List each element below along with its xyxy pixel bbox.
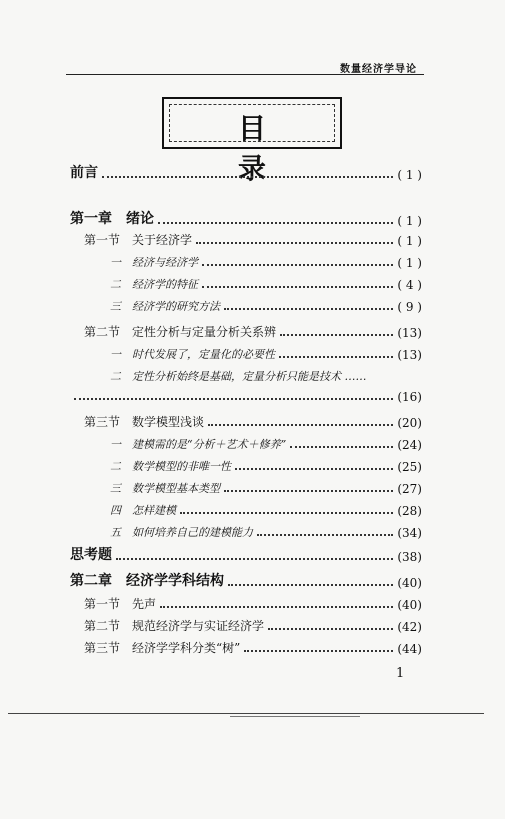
dot-leader	[116, 558, 393, 560]
header-rule	[66, 74, 424, 75]
dot-leader	[74, 398, 393, 400]
dot-leader	[244, 650, 393, 652]
toc-entry-label: 第一节 先声	[84, 597, 157, 611]
dot-leader	[235, 468, 393, 470]
toc-entry	[0, 432, 505, 452]
toc-entry-label: 第三节 数学模型浅谈	[84, 415, 205, 429]
toc-entry-page: (38)	[397, 550, 422, 564]
toc-entry	[0, 320, 505, 340]
toc-entry-page: (40)	[397, 598, 422, 612]
toc-entry	[0, 208, 505, 228]
toc-entry-page: (28)	[397, 504, 422, 518]
toc-entry-label: 二 数学模型的非唯一性	[110, 460, 231, 473]
toc-entry-label: 一 经济与经济学	[110, 256, 198, 269]
toc-entry	[0, 454, 505, 474]
toc-entry-page: (40)	[397, 576, 422, 590]
toc-entry-page: (44)	[397, 642, 422, 656]
dot-leader	[228, 584, 393, 586]
toc-entry-label: 第二节 规范经济学与实证经济学	[84, 619, 265, 633]
toc-entry	[0, 410, 505, 430]
toc-entry	[0, 592, 505, 612]
toc-entry-label: 五 如何培养自己的建模能力	[110, 526, 253, 539]
toc-entry	[0, 520, 505, 540]
toc-entry	[0, 544, 505, 564]
toc-entry	[0, 636, 505, 656]
toc-entry-page: ( 9 )	[397, 300, 422, 314]
dot-leader	[202, 264, 393, 266]
dot-leader	[257, 534, 393, 536]
toc-entry-label: 第一节 关于经济学	[84, 233, 193, 247]
dot-leader	[224, 490, 393, 492]
toc-entry	[0, 228, 505, 248]
dot-leader	[202, 286, 393, 288]
toc-entry-page: (13)	[397, 326, 422, 340]
dot-leader	[180, 512, 393, 514]
toc-entry-label: 一 时代发展了，定量化的必要性	[110, 348, 275, 361]
title-box	[162, 97, 342, 185]
toc-entry-page: (24)	[397, 438, 422, 452]
toc-entry	[0, 162, 505, 182]
toc-entry-page: (16)	[397, 390, 422, 404]
toc-entry-page: (42)	[397, 620, 422, 634]
toc-entry-page: ( 1 )	[397, 168, 422, 182]
toc-entry-page: (27)	[397, 482, 422, 496]
toc-entry	[0, 476, 505, 496]
toc-entry	[0, 250, 505, 270]
dot-leader	[290, 446, 393, 448]
toc-entry-label: 一 建模需的是“分析＋艺术＋修养”	[110, 438, 287, 451]
toc-entry-label: 二 定性分析始终是基础，定量分析只能是技术 ……	[110, 370, 367, 383]
toc-entry-label: 思考题	[70, 547, 112, 563]
toc-entry-label: 第二节 定性分析与定量分析关系辨	[84, 325, 277, 339]
toc-entry-page: (13)	[397, 348, 422, 362]
toc-entry-label: 三 经济学的研究方法	[110, 300, 220, 313]
dot-leader	[158, 222, 393, 224]
toc-entry	[0, 272, 505, 292]
dot-leader	[102, 176, 393, 178]
toc-entry-page: (20)	[397, 416, 422, 430]
toc-entry-label: 第一章 绪论	[70, 211, 154, 227]
dot-leader	[268, 628, 393, 630]
toc-entry-label: 二 经济学的特征	[110, 278, 198, 291]
toc-entry-page: (34)	[397, 526, 422, 540]
dot-leader	[280, 334, 393, 336]
dot-leader	[224, 308, 393, 310]
toc-entry-label: 第三节 经济学学科分类“树”	[84, 641, 241, 655]
dot-leader	[279, 356, 393, 358]
dot-leader	[196, 242, 393, 244]
toc-entry	[0, 570, 505, 590]
toc-entry	[0, 342, 505, 362]
page-number: 1	[396, 666, 405, 681]
toc-entry-page: ( 1 )	[397, 256, 422, 270]
page-title: 目 录	[237, 112, 310, 185]
toc-entry-label: 三 数学模型基本类型	[110, 482, 220, 495]
dot-leader	[160, 606, 393, 608]
toc-entry	[0, 384, 505, 404]
toc-entry-page: ( 1 )	[397, 234, 422, 248]
toc-entry	[0, 364, 505, 384]
toc-entry-page: ( 4 )	[397, 278, 422, 292]
toc-entry-label: 前言	[70, 165, 98, 181]
header-book-title: 数量经济学导论	[340, 64, 417, 75]
toc-entry	[0, 294, 505, 314]
bottom-rule-short	[230, 716, 360, 717]
toc-entry-label: 第二章 经济学学科结构	[70, 573, 224, 589]
toc-entry-page: (25)	[397, 460, 422, 474]
dot-leader	[208, 424, 393, 426]
toc-entry-page: ( 1 )	[397, 214, 422, 228]
bottom-rule	[8, 713, 484, 714]
toc-entry-label: 四 怎样建模	[110, 504, 176, 517]
toc-entry	[0, 498, 505, 518]
toc-entry	[0, 614, 505, 634]
